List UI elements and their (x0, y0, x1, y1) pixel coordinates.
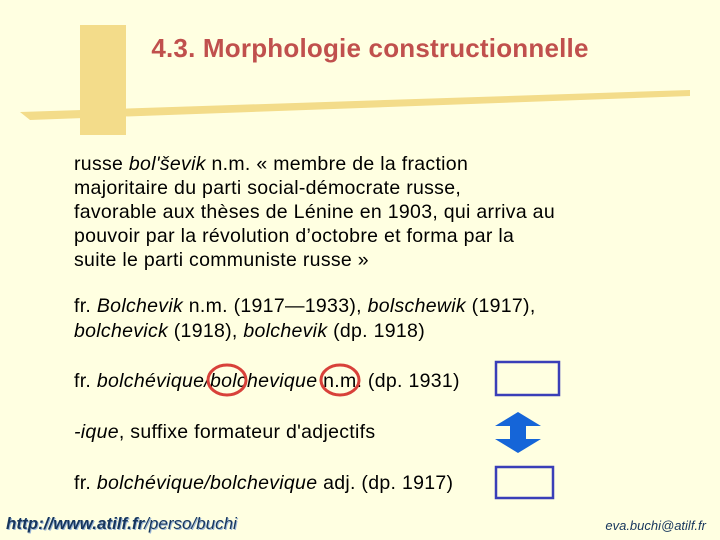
word-form: bolchévique/bolchevique (96, 370, 318, 392)
adjective-line (74, 471, 453, 495)
suffix: -ique (74, 421, 119, 443)
suffix-line (74, 420, 375, 444)
text: (1918), (168, 320, 244, 342)
text: fr. (74, 370, 97, 392)
definition-line-5: suite le parti communiste russe » (74, 249, 369, 271)
text: adj. (dp. 1917) (317, 472, 454, 494)
date-box-1931 (496, 362, 559, 395)
russian-word: bol'ševik (128, 153, 206, 175)
definition-line-2: majoritaire du parti social-démocrate russe, (74, 177, 462, 199)
text: (dp. 1918) (327, 320, 425, 342)
url-path: /perso/buchi (144, 514, 237, 533)
definition-text: n.m. « membre de la fraction (205, 153, 469, 175)
slide-title: 4.3. Morphologie constructionnelle (151, 33, 589, 63)
variants-line-2 (74, 319, 425, 343)
word-form: bolchevick (74, 320, 169, 342)
text: fr. (74, 295, 97, 317)
word-form: bolschewik (367, 295, 466, 317)
definition-line-1 (74, 152, 468, 176)
text: , suffixe formateur d'adjectifs (118, 421, 376, 443)
word-form: Bolchevik (96, 295, 184, 317)
definition-text: russe (74, 153, 129, 175)
url-domain: http://www.atilf.fr (6, 514, 145, 533)
definition-line-4: pouvoir par la révolution d’octobre et forma par la (74, 225, 515, 247)
double-arrow-icon (495, 412, 541, 453)
date-box-1917 (496, 467, 553, 498)
noun-line (74, 369, 460, 393)
definition-line-3: favorable aux thèses de Lénine en 1903, qui arriva au (74, 201, 555, 223)
word-form: bolchévique/bolchevique (96, 472, 318, 494)
variants-line-1 (74, 294, 536, 318)
word-form: bolchevik (243, 320, 328, 342)
footer-url[interactable] (6, 514, 237, 534)
text: fr. (74, 472, 97, 494)
text: n.m. (1917—1933), (183, 295, 368, 317)
text: (1917), (465, 295, 536, 317)
text: n.m. (dp. 1931) (317, 370, 460, 392)
footer-email[interactable]: eva.buchi@atilf.fr (605, 518, 706, 533)
